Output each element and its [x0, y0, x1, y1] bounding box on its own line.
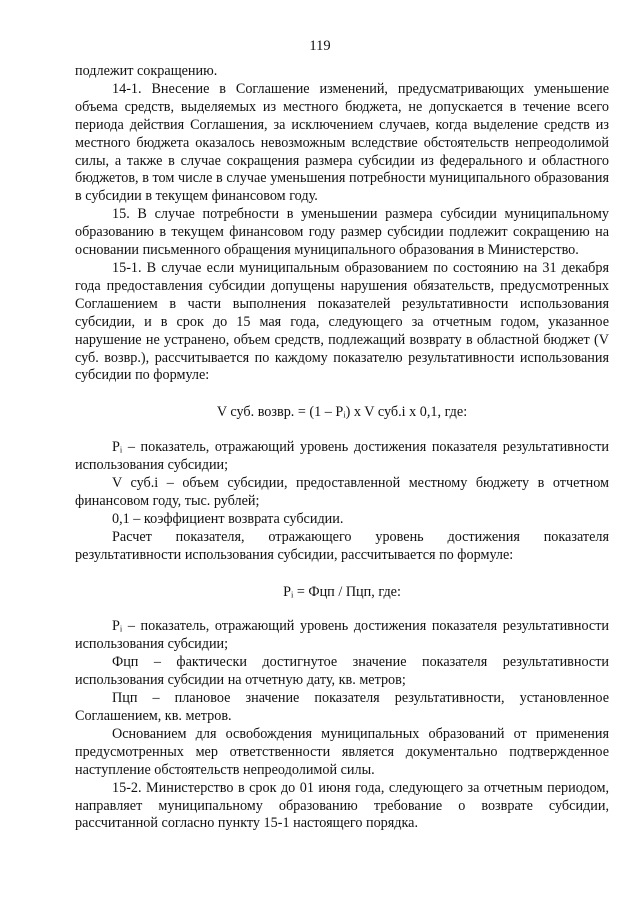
paragraph-exemption: Основанием для освобождения муниципальных образований от применения предусмотренных мер ответственности является документально подтвержденное наступление обстоятельств непреодолимой силы.	[75, 725, 609, 778]
paragraph-15: 15. В случае потребности в уменьшении размера субсидии муниципальному образованию в текущем финансовом году размер субсидии подлежит сокращению на основании письменного обращения муниципального образования в Министерство.	[75, 206, 609, 259]
definition-v-sub: V суб.i – объем субсидии, предоставленной местному бюджету в отчетном финансовом году, тыс. рублей;	[75, 475, 609, 509]
paragraph-15-2: 15-2. Министерство в срок до 01 июня года, следующего за отчетным периодом, направляет муниципальному образованию требование о возврате субсидии, рассчитанной согласно пункту 15-1 настоящего порядка.	[75, 779, 609, 832]
definition-pi: Pᵢ – показатель, отражающий уровень достижения показателя результативности использования субсидии;	[75, 439, 609, 474]
formula-indicator: Pᵢ = Фцп / Пцп, где:	[283, 583, 401, 600]
paragraph-14-1: 14-1. Внесение в Соглашение изменений, предусматривающих уменьшение объема средств, выделяемых из местного бюджета, не допускается в течение всего периода действия Соглашения, за исключением случаев, когда выделение средств из местного бюджета оказалось невозможным вследствие обстоятельств непреодолимой силы, а также в случае сокращения размера субсидии из федерального и областного бюджетов, в том числе в случае уменьшения потребности муниципального образования в субсидии в текущем финансовом году.	[75, 80, 609, 205]
definition-pi-second: Pᵢ – показатель, отражающий уровень достижения показателя результативности использования субсидии;	[75, 618, 609, 653]
page-number: 119	[309, 38, 331, 54]
document-body	[75, 63, 609, 833]
definition-coefficient: 0,1 – коэффициент возврата субсидии.	[112, 510, 344, 527]
paragraph-calculation: Расчет показателя, отражающего уровень достижения показателя результативности использования субсидии, рассчитывается по формуле:	[75, 528, 609, 563]
definition-fcp: Фцп – фактически достигнутое значение показателя результативности использования субсидии на отчетную дату, кв. метров;	[75, 654, 609, 689]
paragraph-15-1: 15-1. В случае если муниципальным образованием по состоянию на 31 декабря года предоставления субсидии допущены нарушения обязательств, предусмотренных Соглашением в части выполнения показателей результативности использования субсидии, и в срок до 15 мая года, следующего за отчетным годом, указанное нарушение не устранено, объем средств, подлежащий возврату в областной бюджет (V суб. возвр.), рассчитывается по каждому показателю результативности использования субсидии по формуле:	[75, 259, 609, 384]
formula-return-amount: V суб. возвр. = (1 – Pᵢ) x V суб.i x 0,1, где:	[216, 404, 468, 421]
paragraph-continuation: подлежит сокращению.	[75, 63, 218, 79]
definition-pcp: Пцп – плановое значение показателя результативности, установленное Соглашением, кв. метров.	[75, 690, 609, 724]
